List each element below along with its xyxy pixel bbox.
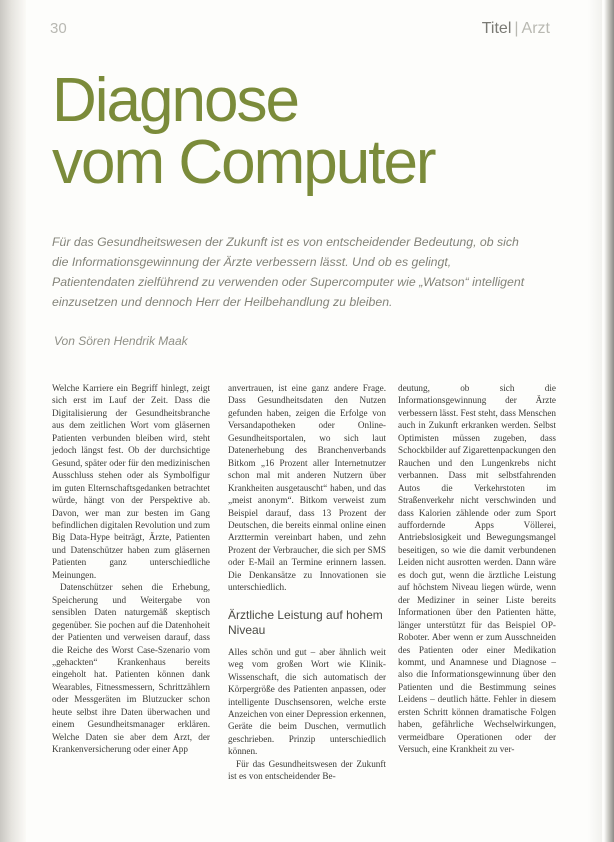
page-spine-shadow: [0, 0, 26, 842]
headline-line-2: vom Computer: [52, 128, 435, 197]
body-paragraph: Datenschützer sehen die Erhebung, Speicherung und Weitergabe von sensiblen Daten naturgemäß skeptisch gegenüber. Sie pochen auf die Datenhoheit der Patienten und verweisen darauf, dass die Reiche des Worst Case-Szenario vom „gehackten“ Krankenhaus bereits eingeholt hat. Patienten können dank Wearables, Fitnessmessern, Schrittzählern oder Messgeräten im Blutzucker schon heute selbst ihre Daten überwachen und einem Gesundheitsmanager erklären. Welche Daten sie aber dem Arzt, der Krankenversicherung oder einer App: [52, 582, 210, 755]
section-title: Titel: [481, 20, 512, 37]
body-paragraph: anvertrauen, ist eine ganz andere Frage. Dass Gesundheitsdaten den Nutzen gefunden haben, zeigen die Erfolge von Versandapotheken oder Online-Gesundheitsportalen, wo sich laut Datenerhebung des Branchenverbands Bitkom „16 Prozent aller Internetnutzer schon mal mit anderen Nutzern über Krankheiten ausgetauscht“ haben, und das „meist anonym“. Bitkom verweist zum Beispiel darauf, dass 13 Prozent der Deutschen, die bereits einmal online einen Arzttermin vereinbart haben, und zehn Prozent der Verbraucher, die sich per SMS oder E-Mail an Termine erinnern lassen. Die Denkansätze zu Innovationen sie unterschiedlich.: [228, 383, 386, 593]
body-paragraph: deutung, ob sich die Informationsgewinnung der Ärzte verbessern lässt. Fest steht, dass Menschen auch in Zukunft erkranken werden. Selbst Optimisten müssen zugeben, dass Schockbilder auf Zigarettenpackungen den Rauchen und den Lungenkrebs nicht verbannen. Dass mit selbstfahrenden Autos die Verkehrstoten im Straßenverkehr nicht verschwinden und dass Kalorien zählende oder zum Sport auffordernde Apps Völlerei, Antriebslosigkeit und Bewegungsmangel beseitigen, so wie die damit verbundenen Leiden nicht ausrotten werden. Dann wäre es doch gut, wenn die ärztliche Leistung auf höchstem Niveau liegen würde, wenn der Mediziner in seiner Liste bereits Informationen über den Patienten hätte, länger unterstützt für das Beispiel OP-Roboter. Aber wenn er zum Ausschneiden des Patienten oder einer Medikation kommt, und Anamnese und Diagnose – also die Informationsgewinnung über den Patienten und die Bestimmung seines Leidens – deutlich hätte. Fehler in diesem ersten Schritt können dramatische Folgen haben, gefährliche Wechselwirkungen, vermeidbare Operationen oder der Versuch, eine Krankheit zu ver-: [398, 383, 556, 755]
article-headline: [52, 66, 572, 197]
article-byline: Von Sören Hendrik Maak: [54, 334, 188, 348]
headline-line-1: Diagnose: [52, 66, 298, 135]
page-number: 30: [50, 20, 67, 37]
article-subheading: Ärztliche Leistung auf hohem Niveau: [228, 607, 383, 637]
body-column-1: [52, 382, 210, 756]
body-column-3: [398, 382, 556, 756]
body-paragraph: Alles schön und gut – aber ähnlich weit weg vom großen Wort wie Klinik-Wissenschaft, die sich automatisch der Körpergröße des Patienten anpassen, oder intelligente Duschsensoren, welche erste Anzeichen von einer Depression erkennen, Geräte die beim Duschen, vermutlich geschrieben. Prinzip unterschiedlich können.: [228, 646, 386, 757]
article-deck: Für das Gesundheitswesen der Zukunft ist es von entscheidender Bedeutung, ob sich die Informationsgewinnung der Ärzte verbessern lässt. Und ob es gelingt, Patientendaten zielführend zu verwenden oder Supercomputer wie „Watson“ intelligent einzusetzen und dennoch Herr der Heilbehandlung zu bleiben.: [52, 235, 525, 309]
section-subtitle: Arzt: [521, 20, 550, 37]
body-paragraph: Welche Karriere ein Begriff hinlegt, zeigt sich erst im Lauf der Zeit. Dass die Digitalisierung der Gesundheitsbranche aus dem zeitlichen Wort vom gläsernen Patienten verbunden bleiben wird, steht jedoch längst fest. Ob der durchsichtige Gesund, später oder für den medizinischen Ausschluss stehen oder als Symbolfigur im guten Elternschaftsgedanken betrachtet würde, hängt von der Perspektive ab. Davon, wer man zur besten im Gang befindlichen digitalen Revolution und zum Big Data-Hype beiträgt, Ärzte, Patienten und Datenschützer haben zum gläsernen Patienten ganz unterschiedliche Meinungen.: [52, 383, 210, 580]
page-curl-shadow: [588, 0, 602, 842]
section-header: [482, 20, 550, 38]
body-column-2: [228, 382, 386, 783]
page-right-edge: [604, 0, 614, 842]
section-separator: |: [514, 20, 519, 37]
body-paragraph: Für das Gesundheitswesen der Zukunft ist es von entscheidender Be-: [228, 758, 386, 782]
